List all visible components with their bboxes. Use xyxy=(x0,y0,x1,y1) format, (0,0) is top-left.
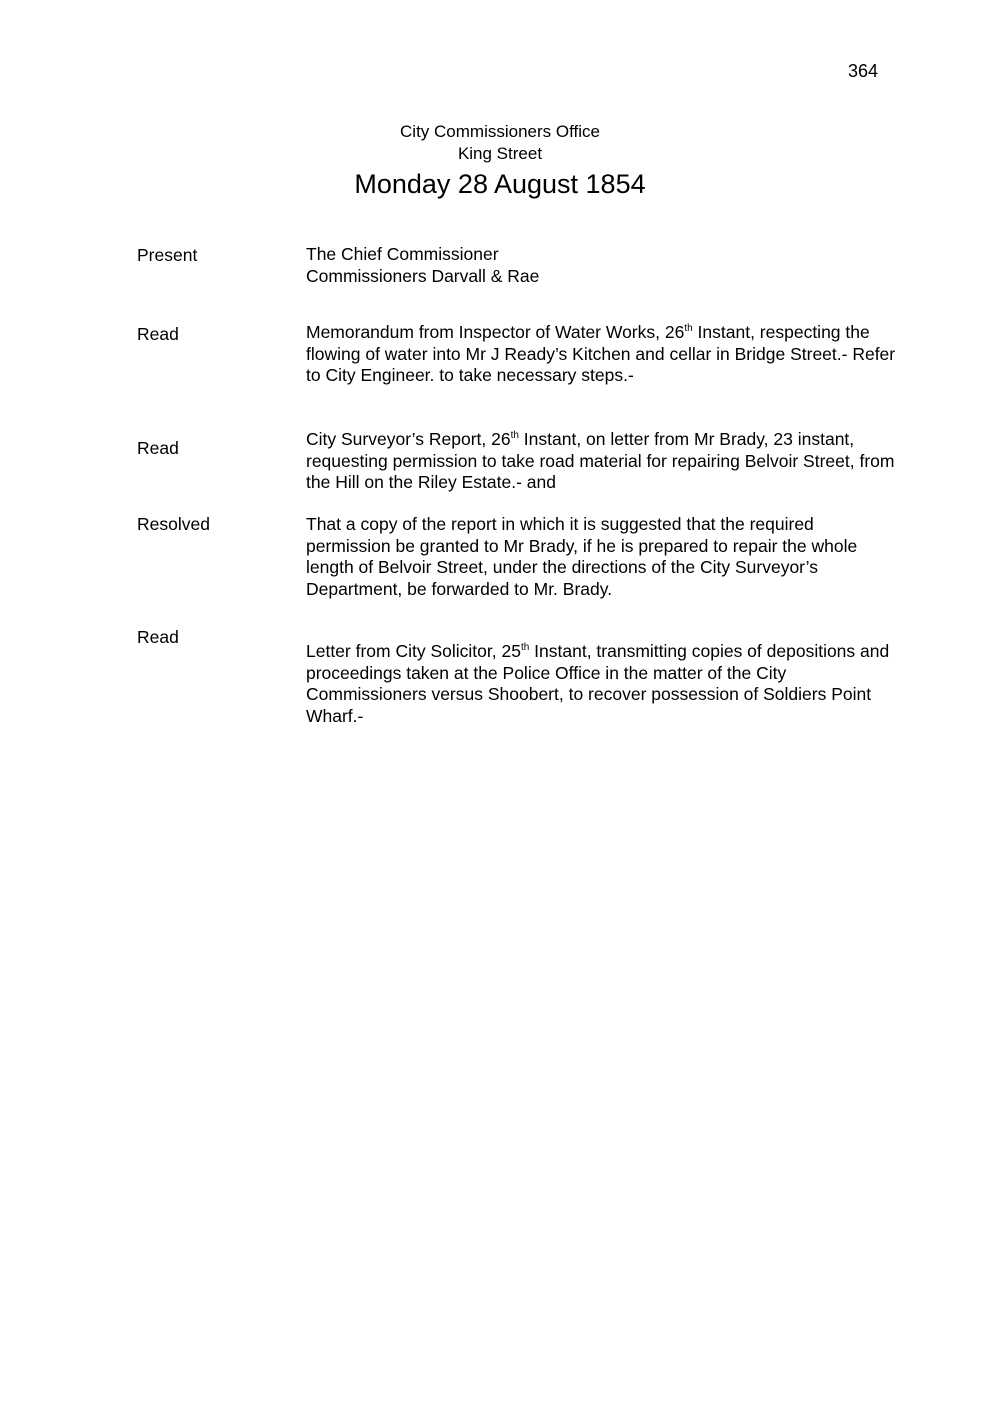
entry-2-label: Read xyxy=(137,438,179,458)
entry-2-text-start: City Surveyor’s Report, 26 xyxy=(306,429,511,449)
present-list xyxy=(306,244,896,287)
entry-4-text xyxy=(306,641,896,727)
meeting-date: Monday 28 August 1854 xyxy=(354,169,646,199)
street-name: King Street xyxy=(457,144,543,163)
entry-1-text-rest: Instant, respecting the flowing of water into Mr J Ready’s Kitchen and cellar in Bridge Street.- Refer to City Engineer. to take necessary steps.- xyxy=(306,322,896,385)
entry-3-label: Resolved xyxy=(137,514,210,534)
present-line-2: Commissioners Darvall & Rae xyxy=(306,265,540,286)
entry-4-text-rest: Instant, transmitting copies of depositions and proceedings taken at the Police Office in the matter of the City Commissioners versus Shoobert, to recover possession of Soldiers Point Wharf.- xyxy=(306,641,890,726)
entry-1-text xyxy=(306,322,896,387)
entry-1-text-start: Memorandum from Inspector of Water Works, 26 xyxy=(306,322,685,342)
entry-2-superscript: th xyxy=(510,430,519,442)
entry-2-text-rest: Instant, on letter from Mr Brady, 23 instant, requesting permission to take road material for repairing Belvoir Street, from the Hill on the Riley Estate.- and xyxy=(306,429,895,492)
entry-2-text xyxy=(306,429,896,494)
present-line-1: The Chief Commissioner xyxy=(306,244,499,264)
entry-4-label: Read xyxy=(137,627,179,647)
entry-4-text-start: Letter from City Solicitor, 25 xyxy=(306,641,521,661)
entry-1-label: Read xyxy=(137,324,179,344)
entry-1-superscript: th xyxy=(684,323,693,335)
present-label: Present xyxy=(137,245,198,265)
entry-4-superscript: th xyxy=(520,642,530,654)
office-name: City Commissioners Office xyxy=(400,122,600,141)
entry-3-text: That a copy of the report in which it is suggested that the required permission be granted to Mr Brady, if he is prepared to repair the whole length of Belvoir Street, under the directions of the City Surveyor’s Department, be forwarded to Mr. Brady. xyxy=(306,514,858,599)
page-number: 364 xyxy=(847,61,878,81)
document-header xyxy=(0,121,1000,201)
